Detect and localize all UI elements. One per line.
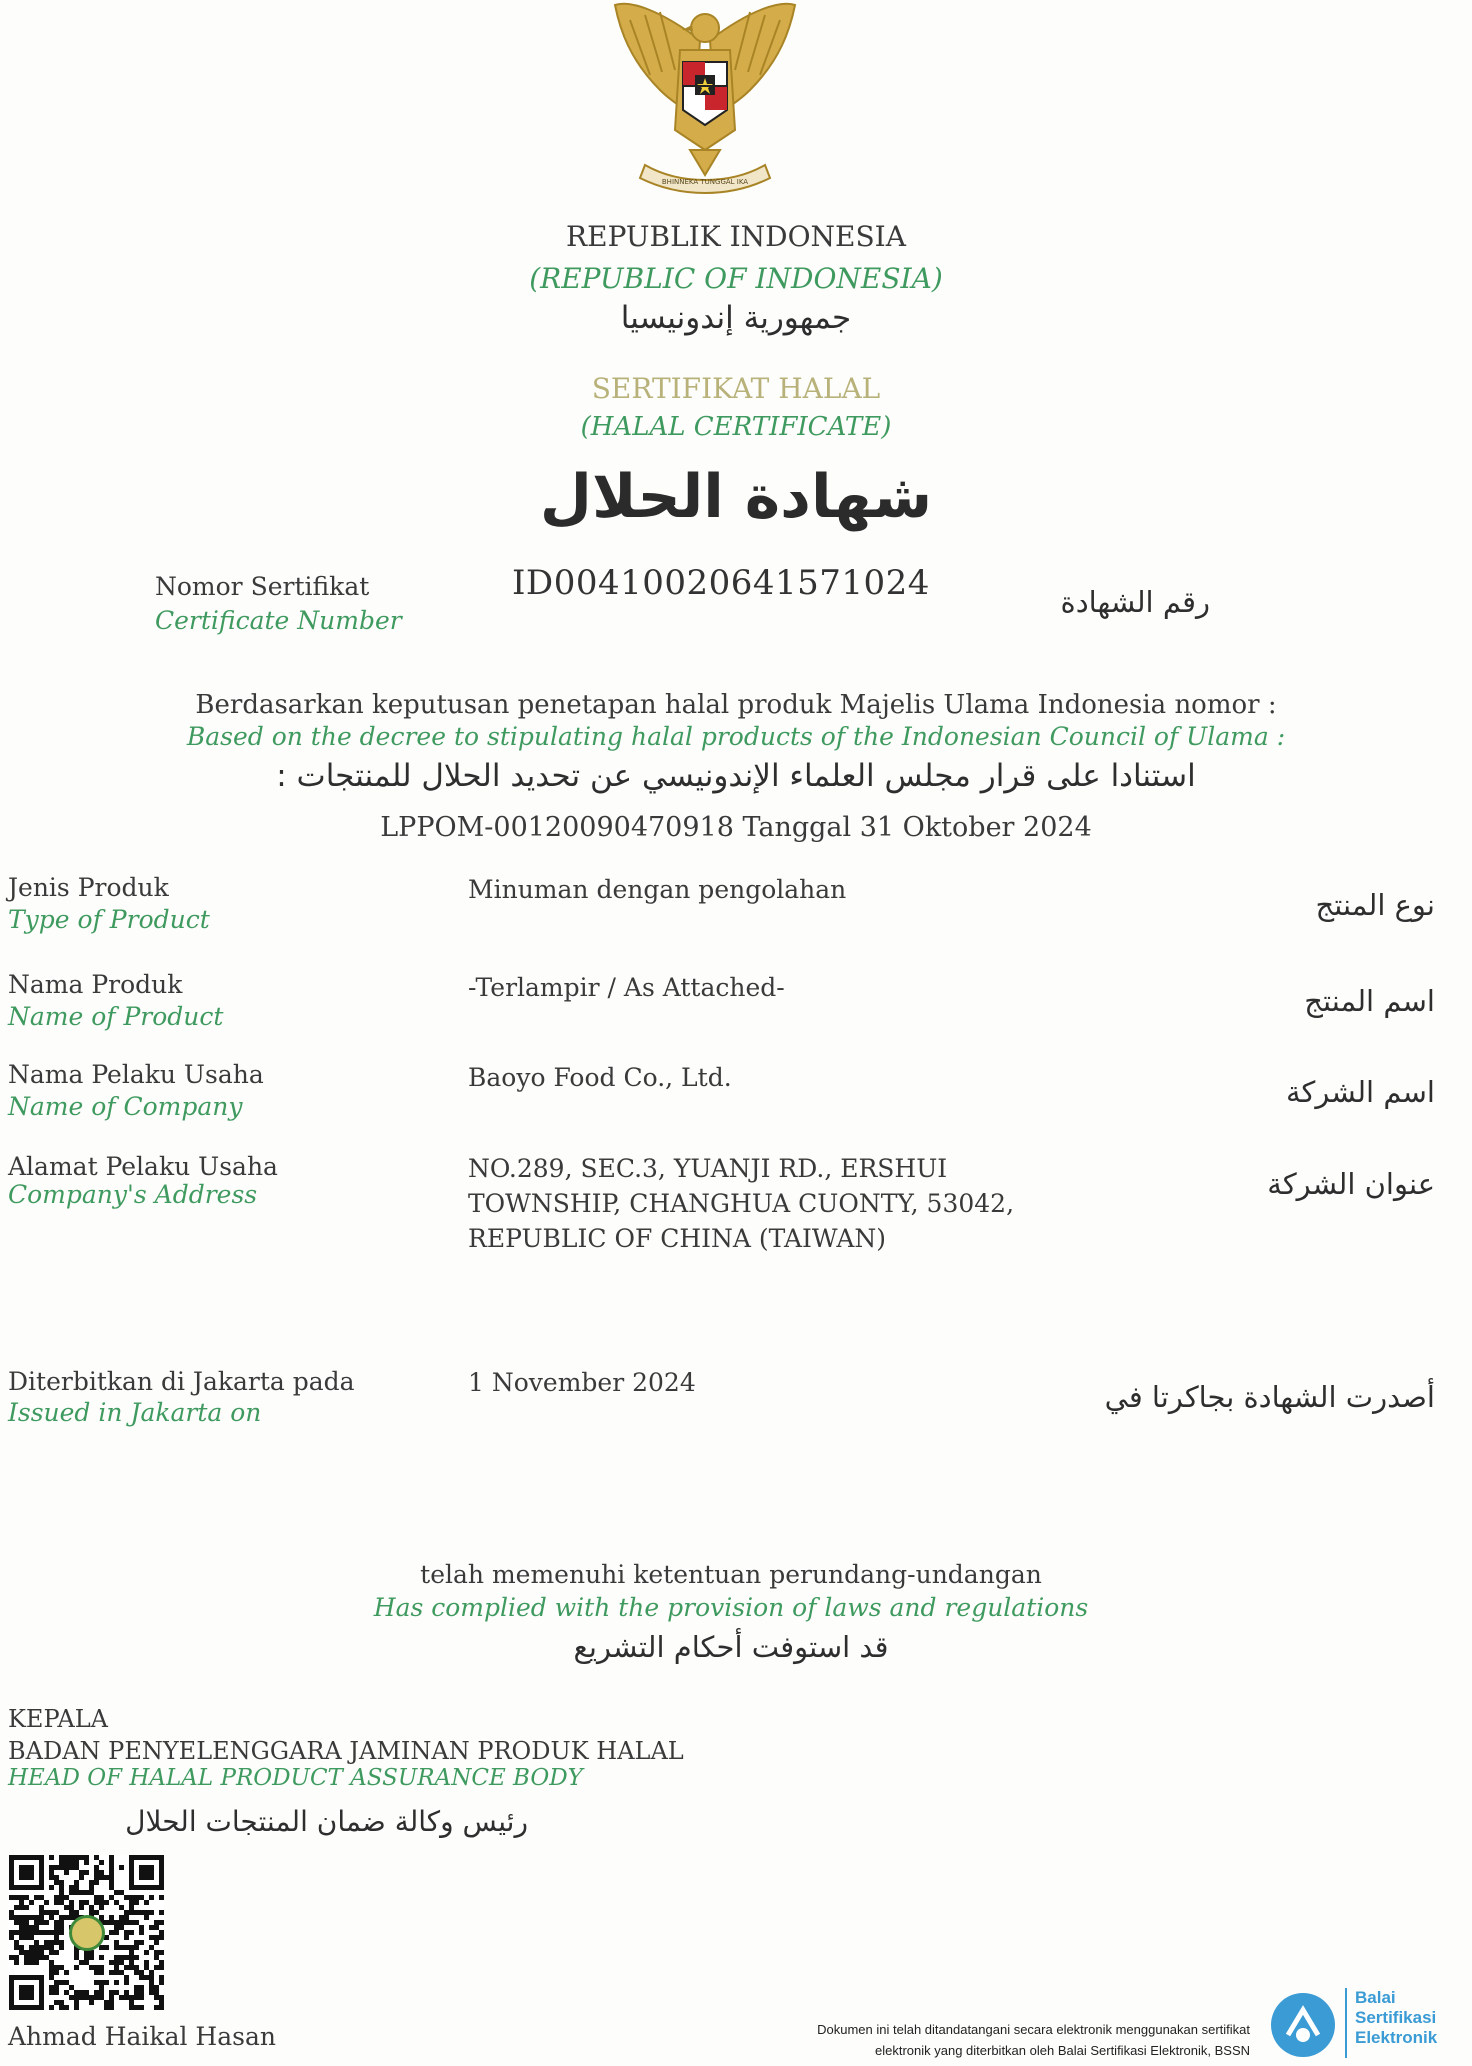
field-value-line2: TOWNSHIP, CHANGHUA CUONTY, 53042, [468,1189,1015,1218]
field-label-en: Type of Product [8,905,210,934]
field-label-en: Name of Company [8,1092,243,1121]
certificate-number: ID00410020641571024 [512,563,930,603]
field-value-line1: NO.289, SEC.3, YUANJI RD., ERSHUI [468,1154,948,1183]
bsre-line2: Sertifikasi [1355,2008,1437,2027]
decree-text-id: Berdasarkan keputusan penetapan halal produk Majelis Ulama Indonesia nomor : [195,690,1277,720]
field-value: Minuman dengan pengolahan [468,875,847,904]
signatory-title-en: HEAD OF HALAL PRODUCT ASSURANCE BODY [8,1765,583,1791]
country-title-id: REPUBLIK INDONESIA [566,220,906,253]
field-label: Diterbitkan di Jakarta pada [8,1367,355,1396]
halal-logo-icon [69,1915,105,1951]
field-label: Nama Pelaku Usaha [8,1060,264,1089]
compliance-text-id: telah memenuhi ketentuan perundang-undangan [420,1560,1042,1589]
field-value: Baoyo Food Co., Ltd. [468,1063,732,1092]
certificate-title-id: SERTIFIKAT HALAL [591,372,881,405]
field-value: -Terlampir / As Attached- [468,973,785,1002]
e-sign-notice-line2: elektronik yang diterbitkan oleh Balai Sertifikasi Elektronik, BSSN [874,2043,1250,2058]
compliance-text-en: Has complied with the provision of laws and regulations [373,1593,1089,1622]
field-label-en: Company's Address [8,1180,258,1209]
certificate-title-ar: شهادة الحلال [539,462,933,532]
compliance-text-ar: قد استوفت أحكام التشريع [573,1630,889,1664]
signatory-name: Ahmad Haikal Hasan [8,2022,276,2051]
decree-text-en: Based on the decree to stipulating halal products of the Indonesian Council of Ulama : [186,722,1286,751]
emblem-motto: BHINNEKA TUNGGAL IKA [661,178,749,186]
signatory-title2: BADAN PENYELENGGARA JAMINAN PRODUK HALAL [8,1737,684,1765]
certificate-number-label: Nomor Sertifikat [155,572,370,601]
qr-code[interactable] [9,1855,164,2010]
bsre-logo-icon [1268,1990,1338,2060]
garuda-emblem [600,0,810,200]
field-label: Jenis Produk [8,873,169,902]
certificate-title-en: (HALAL CERTIFICATE) [580,412,892,442]
decree-reference: LPPOM-00120090470918 Tanggal 31 Oktober 2024 [380,812,1092,843]
field-label-en: Issued in Jakarta on [8,1398,262,1427]
signatory-title-ar: رئيس وكالة ضمان المنتجات الحلال [125,1805,528,1838]
country-title-ar: جمهورية إندونيسيا [620,300,852,336]
field-label-ar: اسم الشركة [1286,1075,1435,1109]
signatory-title1: KEPALA [8,1705,108,1733]
field-label: Nama Produk [8,970,183,999]
bsre-text-block [1345,1988,1472,2058]
e-sign-notice-line1: Dokumen ini telah ditandatangani secara elektronik menggunakan sertifikat [817,2022,1250,2037]
certificate-number-label-ar: رقم الشهادة [1060,585,1210,619]
field-value: 1 November 2024 [468,1368,696,1397]
decree-text-ar: استنادا على قرار مجلس العلماء الإندونيسي عن تحديد الحلال للمنتجات : [276,758,1196,794]
bsre-line1: Balai [1355,1988,1396,2007]
field-value-line3: REPUBLIC OF CHINA (TAIWAN) [468,1224,887,1253]
field-label-ar: عنوان الشركة [1267,1167,1435,1201]
field-label-en: Name of Product [8,1002,224,1031]
country-title-en: (REPUBLIC OF INDONESIA) [529,262,943,295]
field-label-ar: نوع المنتج [1315,888,1435,922]
certificate-number-label-en: Certificate Number [155,606,402,635]
field-label-ar: اسم المنتج [1304,984,1435,1018]
field-label-ar: أصدرت الشهادة بجاكرتا في [1104,1380,1435,1414]
field-label: Alamat Pelaku Usaha [8,1152,278,1181]
bsre-line3: Elektronik [1355,2028,1438,2047]
